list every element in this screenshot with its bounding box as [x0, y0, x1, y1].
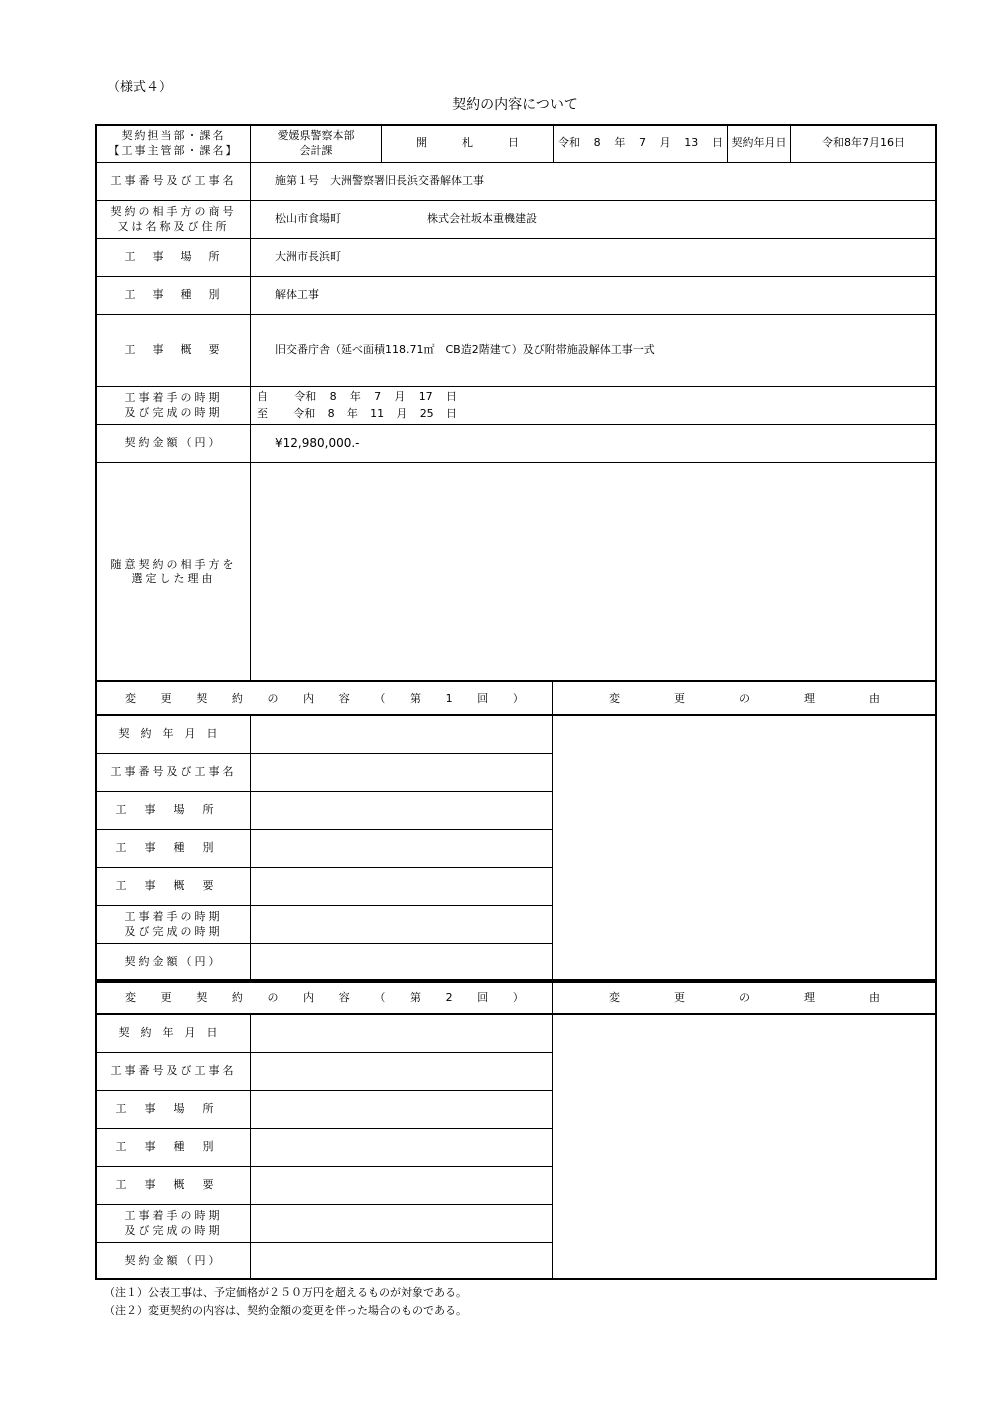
amount-value: ¥12,980,000.-	[275, 435, 360, 450]
change-1-reason-heading: 変 更 の 理 由	[609, 691, 880, 705]
change-2-heading: 変 更 契 約 の 内 容 （ 第 2 回 ）	[125, 990, 524, 1004]
location-value: 大洲市長浜町	[275, 250, 341, 264]
change-1-type-label: 工事種別	[115, 841, 232, 855]
partner-name: 株式会社坂本重機建設	[427, 212, 537, 226]
work-number-label: 工事番号及び工事名	[110, 174, 237, 188]
period-to: 至 令和 8 年 11 月 25 日	[257, 406, 457, 420]
change-2-type-label: 工事種別	[115, 1140, 232, 1154]
change-2-contract-date-label: 契約年月日	[118, 1026, 229, 1040]
bid-date-label: 開 札 日	[416, 136, 519, 150]
change-1-period-label: 工事着手の時期 及び完成の時期	[124, 910, 223, 938]
change-2-location-label: 工事場所	[115, 1102, 232, 1116]
change-2-period-label: 工事着手の時期 及び完成の時期	[124, 1209, 223, 1237]
period-from: 自 令和 8 年 7 月 17 日	[257, 389, 457, 403]
type-value: 解体工事	[275, 288, 319, 302]
change-2-work-number-label: 工事番号及び工事名	[110, 1064, 237, 1078]
change-1-contract-date-label: 契約年月日	[118, 727, 229, 741]
change-2-reason-heading: 変 更 の 理 由	[609, 990, 880, 1004]
note-2: （注２）変更契約の内容は、契約金額の変更を伴った場合のものである。	[104, 1304, 467, 1317]
selection-reason-label: 随意契約の相手方を 選定した理由	[110, 557, 237, 585]
change-1-amount-label: 契約金額（円）	[124, 955, 223, 969]
partner-address: 松山市食場町	[275, 212, 341, 226]
note-1: （注１）公表工事は、予定価格が２５０万円を超えるものが対象である。	[104, 1286, 467, 1299]
change-1-location-label: 工事場所	[115, 803, 232, 817]
contract-date-value: 令和8年7月16日	[822, 136, 905, 150]
period-label: 工事着手の時期 及び完成の時期	[124, 391, 223, 419]
amount-label: 契約金額（円）	[124, 436, 223, 450]
bid-date-value: 令和 8 年 7 月 13 日	[558, 136, 723, 150]
change-1-work-number-label: 工事番号及び工事名	[110, 765, 237, 779]
summary-label: 工 事 概 要	[124, 343, 223, 357]
selection-reason-value	[251, 463, 936, 681]
department-value: 愛媛県警察本部 会計課	[277, 129, 355, 157]
type-label: 工 事 種 別	[124, 288, 223, 302]
location-label: 工 事 場 所	[124, 250, 223, 264]
summary-value: 旧交番庁舎（延べ面積118.71㎡ CB造2階建て）及び附帯施設解体工事一式	[275, 343, 655, 357]
change-2-amount-label: 契約金額（円）	[124, 1254, 223, 1268]
contract-date-label: 契約年月日	[731, 136, 787, 150]
partner-label: 契約の相手方の商号 又は名称及び住所	[110, 205, 237, 233]
change-2-summary-label: 工事概要	[115, 1178, 232, 1192]
form-number: （様式４）	[107, 80, 173, 95]
department-label: 契約担当部・課名 【工事主管部・課名】	[108, 129, 239, 157]
work-number-value: 施第１号 大洲警察署旧長浜交番解体工事	[275, 174, 484, 188]
change-1-heading: 変 更 契 約 の 内 容 （ 第 1 回 ）	[125, 691, 524, 705]
document-title: 契約の内容について	[452, 97, 578, 113]
change-1-summary-label: 工事概要	[115, 879, 232, 893]
